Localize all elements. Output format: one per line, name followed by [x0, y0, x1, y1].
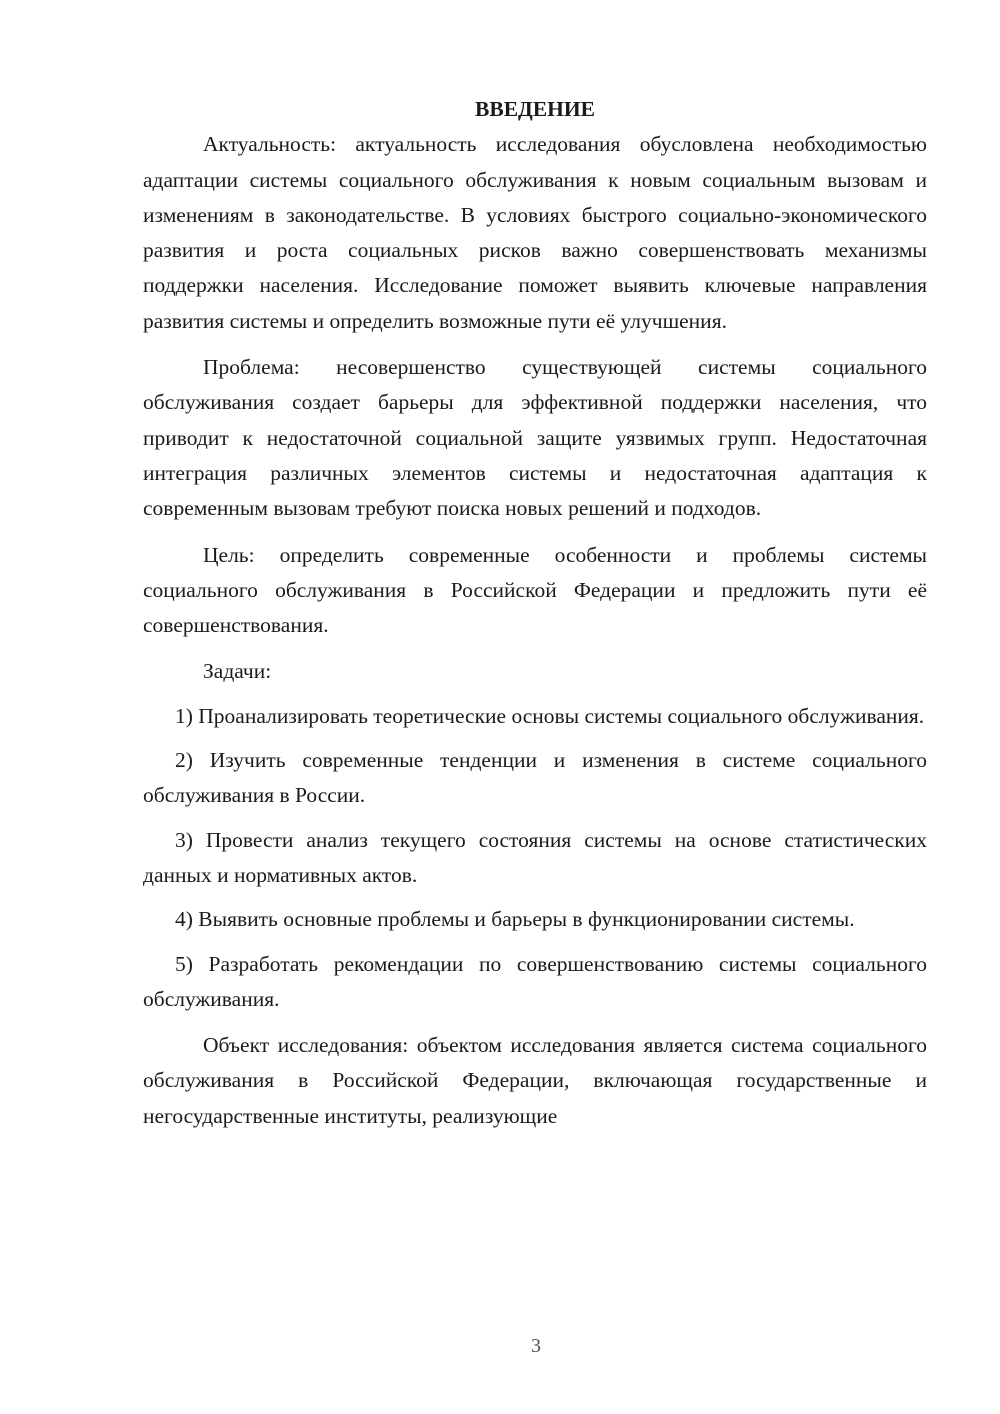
page-number: 3	[531, 1335, 541, 1357]
task-item-1: 1) Проанализировать теоретические основы системы социального обслуживания.	[175, 703, 925, 728]
paragraph-object: Объект исследования: объектом исследования является система социального обслуживания в Российской Федерации, включающая государственные и негосударственные институты, реализующие	[143, 1033, 927, 1128]
paragraph-relevance: Актуальность: актуальность исследования обусловлена необходимостью адаптации системы социального обслуживания к новым социальным вызовам и изменениям в законодательстве. В условиях быстрого социально-экономического развития и роста социальных рисков важно совершенствовать механизмы поддержки населения. Исследование поможет выявить ключевые направления развития системы и определить возможные пути её улучшения.	[143, 132, 927, 333]
task-item-5: 5) Разработать рекомендации по совершенствованию системы социального обслуживания.	[143, 951, 927, 1011]
paragraph-goal: Цель: определить современные особенности и проблемы системы социального обслуживания в Российской Федерации и предложить пути её совершенствования.	[143, 542, 927, 638]
task-item-2: 2) Изучить современные тенденции и изменения в системе социального обслуживания в России.	[143, 748, 927, 808]
task-item-3: 3) Провести анализ текущего состояния системы на основе статистических данных и нормативных актов.	[143, 827, 927, 887]
section-title: ВВЕДЕНИЕ	[475, 97, 595, 121]
paragraph-problem: Проблема: несовершенство существующей системы социального обслуживания создает барьеры для эффективной поддержки населения, что приводит к недостаточной социальной защите уязвимых групп. Недостаточная интеграция различных элементов системы и недостаточная адаптация к современным вызовам требуют поиска новых решений и подходов.	[143, 355, 927, 521]
task-item-4: 4) Выявить основные проблемы и барьеры в функционировании системы.	[175, 907, 855, 932]
document-body	[143, 92, 927, 1134]
tasks-heading: Задачи:	[203, 659, 272, 684]
